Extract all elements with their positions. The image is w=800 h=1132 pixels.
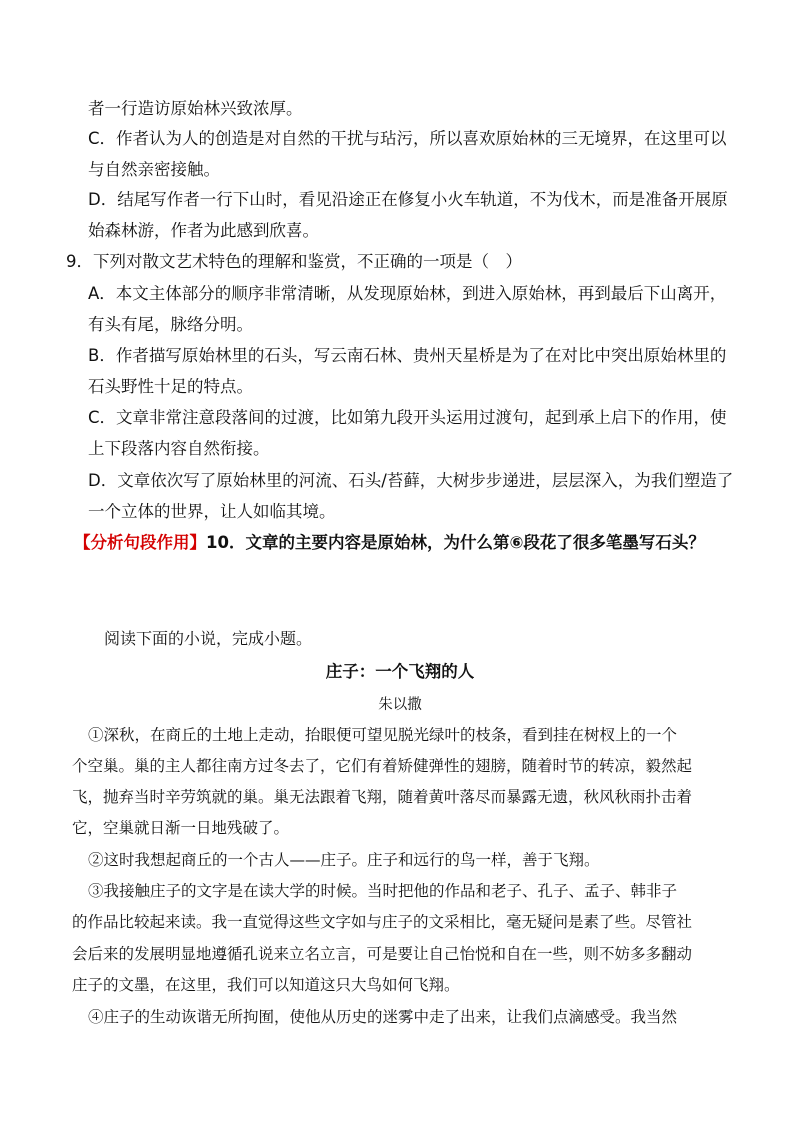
passage-line: ①深秋，在商丘的土地上走动，抬眼便可望见脱光绿叶的枝条，看到挂在树杈上的一个 <box>88 726 678 744</box>
q9-option-b-cont: 石头野性十足的特点。 <box>88 377 253 396</box>
q9-option-b: B．作者描写原始林里的石头，写云南石林、贵州天星桥是为了在对比中突出原始林里的 <box>88 346 727 365</box>
q10-text: 10．文章的主要内容是原始林，为什么第⑥段花了很多笔墨写石头？ <box>206 533 705 552</box>
q8-option-c-cont: 与自然亲密接触。 <box>88 160 220 179</box>
q9-option-c: C．文章非常注意段落间的过渡，比如第九段开头运用过渡句，起到承上启下的作用，使 <box>88 408 727 427</box>
passage-author: 朱以撒 <box>378 697 422 713</box>
q8-option-d: D．结尾写作者一行下山时，看见沿途正在修复小火车轨道，不为伐木，而是准备开展原 <box>88 190 728 209</box>
q8-line-1: 者一行造访原始林兴致浓厚。 <box>88 99 303 118</box>
q9-option-a: A．本文主体部分的顺序非常清晰，从发现原始林，到进入原始林，再到最后下山离开， <box>88 284 727 303</box>
q10-tag: 【分析句段作用】 <box>74 533 206 552</box>
passage-line: 它，空巢就日渐一日地残破了。 <box>72 819 290 837</box>
q9-option-c-cont: 上下段落内容自然衔接。 <box>88 439 270 458</box>
q8-option-c: C．作者认为人的创造是对自然的干扰与玷污，所以喜欢原始林的三无境界，在这里可以 <box>88 129 727 148</box>
q10-question <box>74 532 705 554</box>
passage-line: 庄子的文墨，在这里，我们可以知道这只大鸟如何飞翔。 <box>72 976 460 994</box>
passage-line: 个空巢。巢的主人都往南方过冬去了，它们有着矫健弹性的翅膀，随着时节的转凉，毅然起 <box>72 757 693 775</box>
q9-option-d-cont: 一个立体的世界，让人如临其境。 <box>88 502 336 521</box>
passage-title: 庄子：一个飞翔的人 <box>325 662 475 681</box>
q9-stem: 9．下列对散文艺术特色的理解和鉴赏，不正确的一项是（ ） <box>66 252 522 271</box>
passage-line: 飞，抛弃当时辛劳筑就的巢。巢无法跟着飞翔，随着黄叶落尽而暴露无遗，秋风秋雨扑击着 <box>72 788 693 806</box>
passage-line: ③我接触庄子的文字是在读大学的时候。当时把他的作品和老子、孔子、孟子、韩非子 <box>88 882 678 900</box>
passage-line: ④庄子的生动诙谐无所拘囿，使他从历史的迷雾中走了出来，让我们点滴感受。我当然 <box>88 1008 678 1026</box>
q9-option-d: D．文章依次写了原始林里的河流、石头/苔藓，大树步步递进，层层深入，为我们塑造了 <box>88 471 734 490</box>
reading-intro: 阅读下面的小说，完成小题。 <box>104 629 313 648</box>
q9-option-a-cont: 有头有尾，脉络分明。 <box>88 315 253 334</box>
passage-line: 的作品比较起来读。我一直觉得这些文字如与庄子的文采相比，毫无疑问是素了些。尽管社 <box>72 913 693 931</box>
q8-option-d-cont: 始森林游，作者为此感到欣喜。 <box>88 221 319 240</box>
passage-line: ②这时我想起商丘的一个古人——庄子。庄子和远行的鸟一样，善于飞翔。 <box>88 851 600 869</box>
passage-line: 会后来的发展明显地遵循孔说来立名立言，可是要让自己怡悦和自在一些，则不妨多多翻动 <box>72 945 693 963</box>
